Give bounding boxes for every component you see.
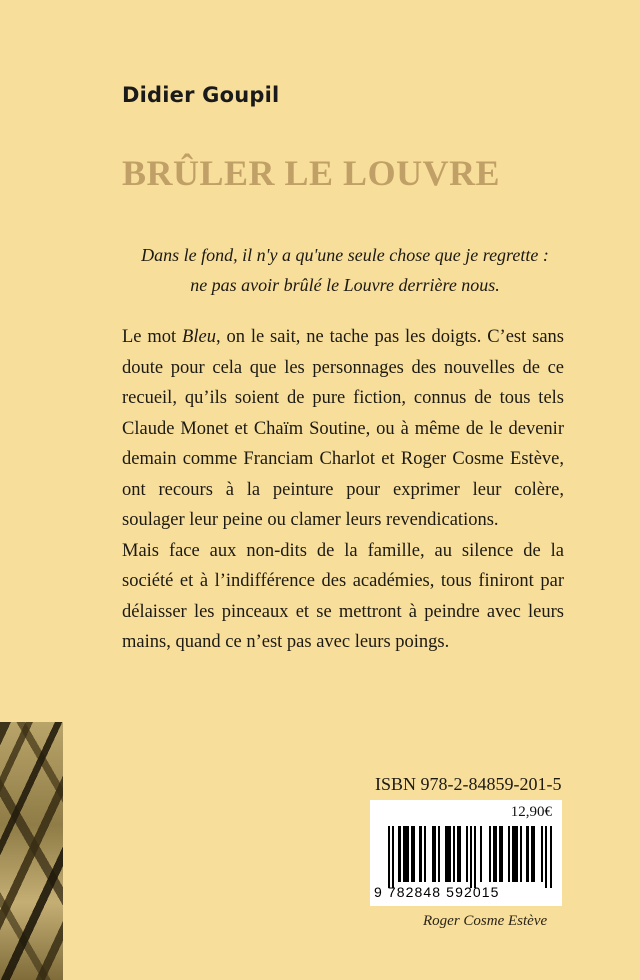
cover-photo-strip — [0, 722, 63, 980]
book-title: BRÛLER LE LOUVRE — [122, 153, 501, 193]
barcode-bars — [388, 826, 552, 888]
epigraph-quote — [110, 240, 580, 300]
blurb-paragraph-2: Mais face aux non-dits de la famille, au silence de la société et à l’indifférence des académies, tous finiront par délaisser les pinceaux et se mettront à peindre avec leurs mains, quand ce n’est pas avec leurs poings. — [122, 540, 564, 652]
author-name: Didier Goupil — [122, 83, 280, 107]
quote-line-1: Dans le fond, il n'y a qu'une seule chose que je regrette : — [141, 245, 549, 265]
barcode-bar — [550, 826, 552, 888]
isbn-number: ISBN 978-2-84859-201-5 — [375, 774, 562, 794]
barcode-box — [370, 800, 562, 906]
blurb — [122, 322, 564, 658]
price-label: 12,90€ — [510, 804, 552, 820]
photo-credit: Roger Cosme Estève — [423, 913, 548, 929]
blurb-p1-italic: Bleu — [182, 327, 216, 347]
blurb-paragraph-1 — [122, 322, 564, 536]
blurb-p1-rest: , on le sait, ne tache pas les doigts. C’est sans doute pour cela que les personnages des nouvelles de ce recueil, qu’ils soient de pure fiction, connus de tous tels Claude Monet et Chaïm Soutine, ou à même de le devenir demain comme Franciam Charlot et Roger Cosme Estève, ont recours à la peinture pour exprimer leur colère, soulager leur peine ou clamer leurs revendications. — [122, 327, 564, 530]
barcode-digits: 9 782848 592015 — [374, 884, 500, 900]
blurb-p1-start: Le mot — [122, 327, 183, 347]
quote-line-2: ne pas avoir brûlé le Louvre derrière nous. — [190, 275, 500, 295]
